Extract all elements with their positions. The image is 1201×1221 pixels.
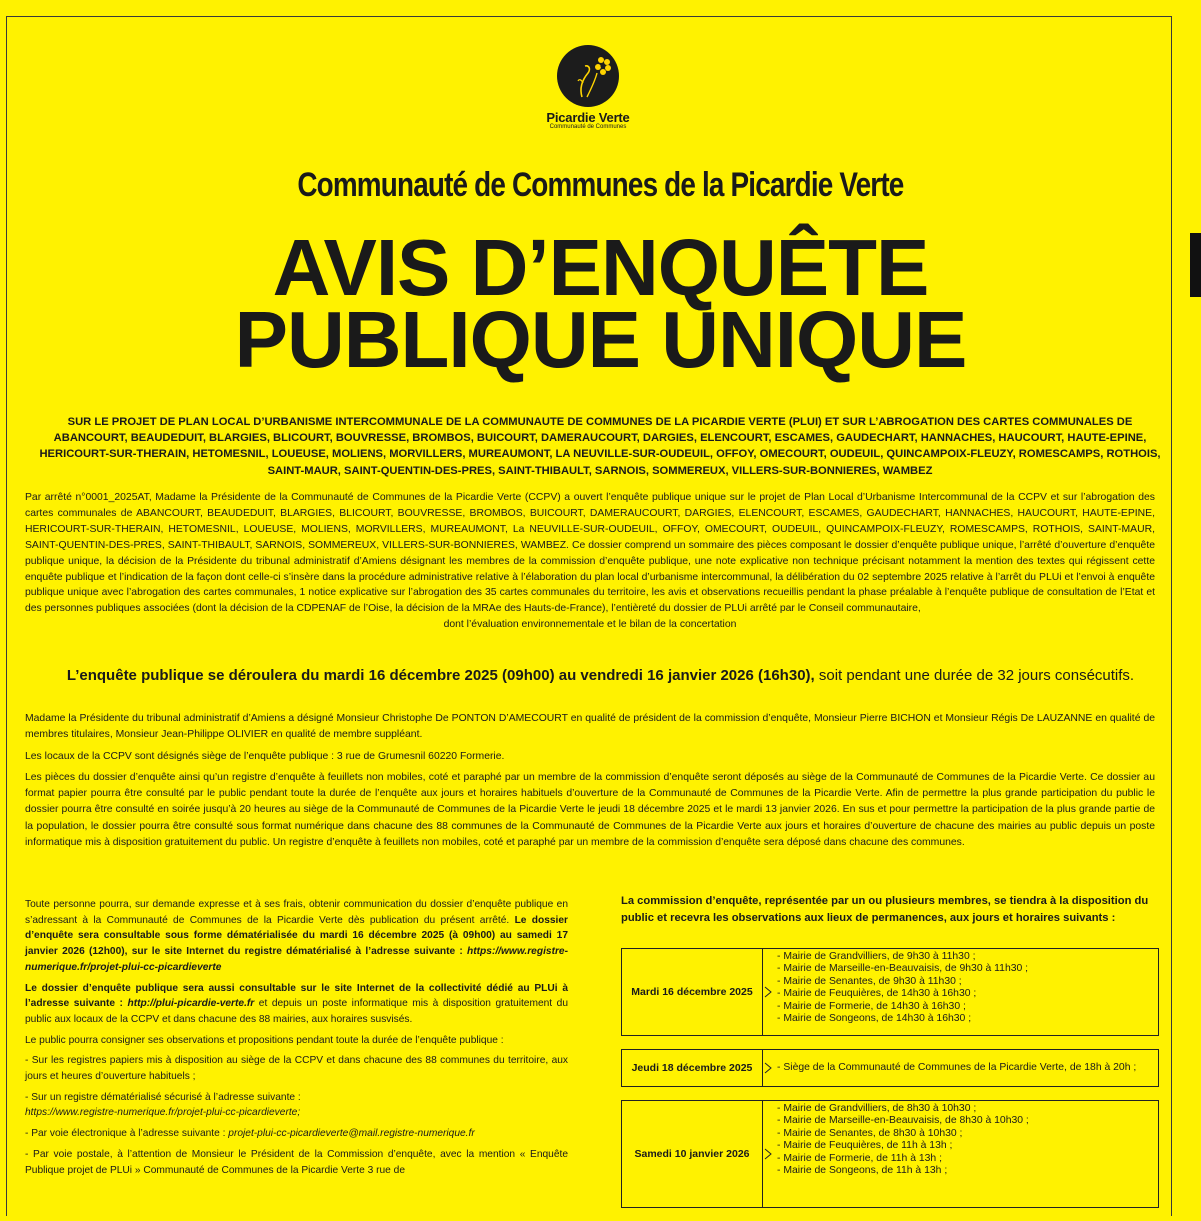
logo-name: Picardie Verte xyxy=(546,110,630,125)
logo-emblem xyxy=(557,45,619,107)
list-item: - Mairie de Grandvilliers, de 8h30 à 10h30 ; xyxy=(777,1103,977,1114)
flower-icon xyxy=(557,45,619,107)
chevron-right-icon xyxy=(763,1050,773,1086)
chevron-right-icon xyxy=(763,1101,773,1207)
email-link[interactable]: projet-plui-cc-picardieverte@mail.registre-numerique.fr xyxy=(228,1128,475,1140)
registry-link[interactable]: https://www.registre-numerique.fr/projet-plui-cc-picardieverte xyxy=(25,946,568,973)
intro-text: Par arrêté n°0001_2025AT, Madame la Présidente de la Communauté de Communes de la Picardie Verte (CCPV) a ouvert l’enquête publique unique sur le projet de Plan Local d’Urbanisme Intercommunal de la CCPV et sur l’abrogation des cartes communales de ABANCOURT, BEAUDEDUIT, BLARGIES, BLICOURT, BOUVRESSE, BROMBOS, BUICOURT, DAMERAUCOURT, DARGIES, ELENCOURT, ESCAMES, GAUDECHART, HANNACHES, HAUCOURT, HAUTE-EPINE, HERICOURT-SUR-THERAIN, HETOMESNIL, LOUEUSE, MOLIENS, MORVILLERS, MUREAUMONT, La NEUVILLE-SUR-OUDEUIL, OFFOY, OMECOURT, OUDEUIL, QUINCAMPOIX-FLEUZY, ROMESCAMPS, ROTHOIS, SAINT-MAUR, SAINT-QUENTIN-DES-PRES, SAINT-THIBAULT, SARNOIS, SOMMEREUX, VILLERS-SUR-BONNIERES, WAMBEZ. Ce dossier comprend un sommaire des pièces composant le dossier d’enquête publique unique, l’arrêté d’ouverture d’enquête publique unique, la décision de la Présidente du tribunal administratif d’Amiens désignant les membres de la commission d’enquête publique, une note explicative non technique précisant notamment la mention des textes qui régissent cette enquête publique et l’indication de la façon dont celle-ci s’insère dans la procédure administrative relative à l’élaboration du plan local d’urbanisme intercommunal, la délibération du 02 septembre 2025 relative à l’arrêt du PLUi et l’envoi à enquête publique unique avec l’abrogation des cartes communales, 1 notice explicative sur l’abrogation des 35 cartes communales du territoire, les avis et observations recueillis pendant la phase préalable à l’enquête publique de consultation de l’Etat et des personnes publiques associées (dont la décision de la CDPENAF de l’Oise, la décision de la MRAe des Hauts-de-France), l’entièreté du dossier de PLUi arrêté par le Conseil communautaire, xyxy=(25,492,1155,615)
commission-paragraph: Madame la Présidente du tribunal administratif d’Amiens a désigné Monsieur Christophe De PONTON D’AMECOURT en qualité de président de la commission d’enquête, Monsieur Pierre BICHON et Monsieur Régis De LAUZANNE en qualité de membres titulaires, Monsieur Jean-Philippe OLIVIER en qualité de membre suppléant. xyxy=(25,713,1155,741)
organization-title: Communauté de Communes de la Picardie Verte xyxy=(297,166,904,204)
period-duration: soit pendant une durée de 32 jours consécutifs. xyxy=(814,667,1135,684)
permanence-date: Samedi 10 janvier 2026 xyxy=(622,1101,763,1207)
list-item: - Mairie de Marseille-en-Beauvaisis, de 9h30 à 11h30 ; xyxy=(777,963,1029,975)
period-dates: L’enquête publique se déroulera du mardi 16 décembre 2025 (09h00) au vendredi 16 janvier 2026 (16h30), xyxy=(66,667,815,684)
observation-email-label: - Par voie électronique à l’adresse suivante : xyxy=(25,1128,229,1140)
website-bold: Le dossier d’enquête publique sera aussi consultable sur le site Internet de la collectivité dédié au PLUi à l’adresse suivante : xyxy=(25,982,568,1010)
observation-digital xyxy=(25,1090,568,1121)
plui-website-link[interactable]: http://plui-picardie-verte.fr xyxy=(127,998,255,1010)
list-item: - Mairie de Grandvilliers, de 9h30 à 11h30 ; xyxy=(777,951,976,962)
intro-last-line: dont l’évaluation environnementale et le bilan de la concertation xyxy=(443,619,737,631)
permanence-list xyxy=(773,1101,1033,1207)
observation-digital-label: - Sur un registre dématérialisé sécurisé à l’adresse suivante : xyxy=(25,1091,301,1103)
website-text: et depuis un poste informatique mis à disposition gratuitement du public aux locaux de la CCPV et dans chacune des 88 mairies, aux horaires susvisés. xyxy=(25,998,568,1025)
consultation-paragraph xyxy=(25,897,568,976)
list-item: - Mairie de Feuquières, de 11h à 13h ; xyxy=(777,1140,953,1152)
intro-paragraph xyxy=(25,490,1155,633)
observation-email xyxy=(25,1126,568,1142)
observation-post: - Par voie postale, à l’attention de Monsieur le Président de la Commission d’enquête, avec la mention « Enquête Publique projet de PLUi » Communauté de Communes de la Picardie Verte 3 rue de xyxy=(25,1148,568,1176)
list-item: - Mairie de Formerie, de 14h30 à 16h30 ; xyxy=(777,1000,966,1012)
permanence-day xyxy=(621,1049,1159,1087)
consultation-text: Toute personne pourra, sur demande expresse et à ses frais, obtenir communication du dossier d’enquête publique en s’adressant à la Communauté de Communes de la Picardie Verte dès publication du présent arrêté. xyxy=(25,899,568,926)
main-title-line-2: PUBLIQUE UNIQUE xyxy=(234,295,967,384)
list-item: - Mairie de Senantes, de 9h30 à 11h30 ; xyxy=(777,975,962,987)
permanence-day xyxy=(621,948,1159,1036)
permanences-intro: La commission d’enquête, représentée par un ou plusieurs membres, se tiendra à la disposition du public et recevra les observations aux lieux de permanences, aux jours et horaires suivants : xyxy=(621,895,1149,924)
dossier-paragraph: Les pièces du dossier d’enquête ainsi qu’un registre d’enquête à feuillets non mobiles, coté et paraphé par un membre de la commission d’enquête seront déposés au siège de la Communauté de Communes de la Picardie Verte. Ce dossier au format papier pourra être consulté par le public pendant toute la durée de l’enquête aux jours et horaires habituels d’ouverture de la Communauté de Communes de la Picardie Verte. Afin de permettre la plus grande participation du public le dossier pourra être consulté en soirée jusqu’à 20 heures au siège de la Communauté de Communes de la Picardie Verte le jeudi 18 décembre 2025 et le mardi 13 janvier 2026. En sus et pour permettre la participation de la plus grande partie de la population, le dossier pourra être consulté sous format numérique dans chacune des 88 communes de la Communauté de Communes de la Picardie Verte aux jours et horaires d’ouverture de chacune des mairies au public depuis un poste informatique mis à disposition gratuitement du public. Un registre d’enquête à feuillets non mobiles, coté et paraphé par un membre de la commission d’enquête sera déposé dans chacune des communes. xyxy=(25,771,1155,849)
list-item: - Mairie de Feuquières, de 14h30 à 16h30 ; xyxy=(777,988,977,1000)
consultation-bold: Le dossier d’enquête sera consultable sous forme dématérialisée du mardi 16 décembre 2025 (à 09h00) au samedi 17 janvier 2026 (12h00), sur le site Internet du registre dématérialisé à l’adresse suivante : xyxy=(25,914,568,958)
list-item: - Siège de la Communauté de Communes de la Picardie Verte, de 18h à 20h ; xyxy=(777,1061,1137,1073)
list-item: - Mairie de Marseille-en-Beauvaisis, de 8h30 à 10h30 ; xyxy=(777,1115,1029,1127)
list-item: - Mairie de Senantes, de 8h30 à 10h30 ; xyxy=(777,1127,963,1139)
main-title xyxy=(0,223,1201,384)
list-item: - Mairie de Songeons, de 11h à 13h ; xyxy=(777,1165,948,1177)
website-paragraph xyxy=(25,981,568,1028)
permanence-list xyxy=(773,1050,1140,1086)
observation-paper: - Sur les registres papiers mis à disposition au siège de la CCPV et dans chacune des 88 communes du territoire, aux jours et heures d’ouverture habituels ; xyxy=(25,1055,568,1083)
registry-link-2[interactable]: https://www.registre-numerique.fr/projet-plui-cc-picardieverte; xyxy=(25,1107,301,1119)
right-column xyxy=(621,893,1159,1221)
permanence-date: Jeudi 18 décembre 2025 xyxy=(622,1050,763,1086)
body-paragraphs xyxy=(25,711,1155,856)
logo-subtitle: Communauté de Communes xyxy=(549,124,627,130)
permanence-list xyxy=(773,949,1032,1035)
seat-paragraph: Les locaux de la CCPV sont désignés siège de l’enquête publique : 3 rue de Grumesnil 60220 Formerie. xyxy=(25,750,505,762)
permanence-date: Mardi 16 décembre 2025 xyxy=(622,949,763,1035)
list-item: - Mairie de Songeons, de 14h30 à 16h30 ; xyxy=(777,1013,972,1025)
observations-intro: Le public pourra consigner ses observations et propositions pendant toute la durée de l’enquête publique : xyxy=(25,1034,504,1046)
chevron-right-icon xyxy=(763,949,773,1035)
list-item: - Mairie de Formerie, de 11h à 13h ; xyxy=(777,1152,942,1164)
subject-heading: SUR LE PROJET DE PLAN LOCAL D’URBANISME INTERCOMMUNALE DE LA COMMUNAUTE DE COMMUNES DE LA PICARDIE VERTE (PLUI) ET SUR L’ABROGATION DES CARTES COMMUNALES DE ABANCOURT, BEAUDEDUIT, BLARGIES, BLICOURT, BOUVRESSE, BROMBOS, BUICOURT, DAMERAUCOURT, DARGIES, ELENCOURT, ESCAMES, GAUDECHART, HANNACHES, HAUCOURT, HAUTE-EPINE, HERICOURT-SUR-THERAIN, HETOMESNIL, LOUEUSE, MOLIENS, MORVILLERS, MUREAUMONT, LA NEUVILLE-SUR-OUDEUIL, OFFOY, OMECOURT, OUDEUIL, QUINCAMPOIX-FLEUZY, ROMESCAMPS, ROTHOIS, SAINT-MAUR, SAINT-QUENTIN-DES-PRES, SAINT-THIBAULT, SARNOIS, SOMMEREUX, VILLERS-SUR-BONNIERES, WAMBEZ xyxy=(39,416,1161,477)
main-title-line-1: AVIS D’ENQUÊTE xyxy=(272,223,929,312)
logo xyxy=(543,45,633,151)
enquiry-period xyxy=(0,667,1201,684)
left-column xyxy=(25,897,568,1183)
permanence-day xyxy=(621,1100,1159,1208)
